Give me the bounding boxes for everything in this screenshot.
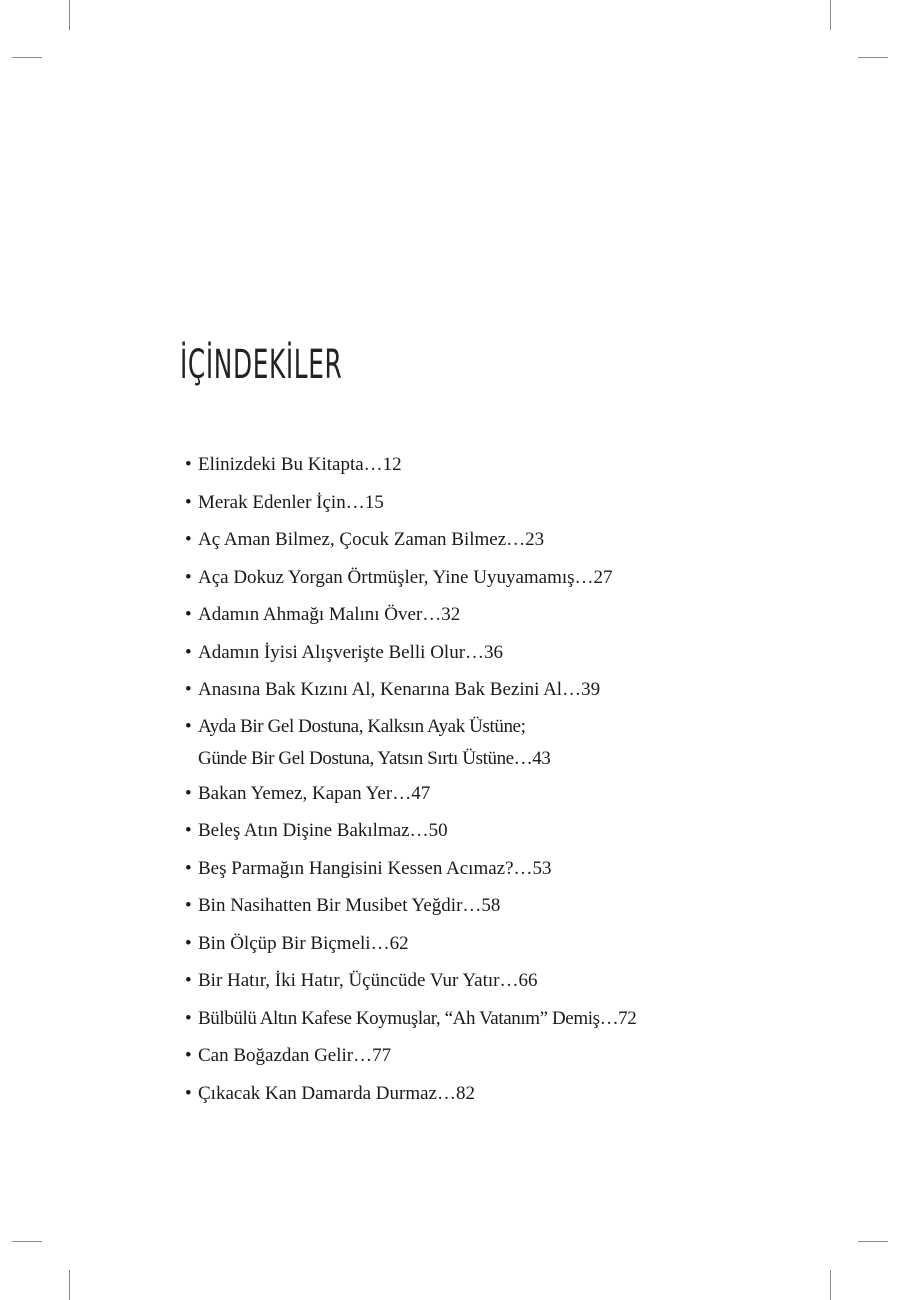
toc-entry [185, 1077, 825, 1111]
crop-mark-bottom-left [69, 1270, 70, 1300]
toc-entry [185, 927, 825, 961]
toc-entry-text: Adamın Ahmağı Malını Över…32 [198, 604, 461, 625]
toc-entry [185, 814, 825, 848]
crop-mark-top-right [830, 0, 831, 30]
toc-entry [185, 598, 825, 632]
toc-entry [185, 673, 825, 707]
bullet-icon: • [185, 857, 192, 879]
toc-entry [185, 523, 825, 557]
bullet-icon: • [185, 604, 192, 625]
toc-entry [185, 1039, 825, 1073]
toc-entry-text: Aça Dokuz Yorgan Örtmüşler, Yine Uyuyamamış…27 [198, 566, 613, 588]
toc-entry [185, 1002, 825, 1036]
toc-entry [185, 777, 825, 811]
toc-entry-text: Bakan Yemez, Kapan Yer…47 [198, 782, 431, 804]
bullet-icon: • [185, 782, 192, 804]
toc-entry-text: Elinizdeki Bu Kitapta…12 [198, 454, 402, 475]
toc-entry-text: Bülbülü Altın Kafese Koymuşlar, “Ah Vatanım” Demiş…72 [198, 1007, 637, 1029]
toc-entry-text: Beleş Atın Dişine Bakılmaz…50 [198, 820, 448, 841]
toc-entry-text: Ayda Bir Gel Dostuna, Kalksın Ayak Üstüne; Günde Bir Gel Dostuna, Yatsın Sırtı Üstüne…43 [198, 715, 551, 769]
crop-mark-top-left [69, 0, 70, 30]
toc-entry [185, 711, 825, 775]
bullet-icon: • [185, 679, 192, 700]
toc-entry [185, 561, 825, 595]
toc-entry [185, 448, 825, 482]
bullet-icon: • [185, 454, 192, 475]
bullet-icon: • [185, 529, 192, 550]
toc-entry-text: Bin Nasihatten Bir Musibet Yeğdir…58 [198, 895, 501, 916]
toc-entry [185, 889, 825, 923]
crop-mark-left-top [12, 57, 42, 58]
toc-entry-text: Aç Aman Bilmez, Çocuk Zaman Bilmez…23 [198, 529, 545, 550]
toc-entry-text: Bin Ölçüp Bir Biçmeli…62 [198, 932, 409, 954]
crop-mark-left-bottom [12, 1241, 42, 1242]
toc-entry-text: Adamın İyisi Alışverişte Belli Olur…36 [198, 641, 504, 663]
bullet-icon: • [185, 566, 192, 588]
toc-entry-text: Anasına Bak Kızını Al, Kenarına Bak Bezini Al…39 [198, 679, 601, 700]
toc-entry-text: Merak Edenler İçin…15 [198, 491, 384, 513]
table-of-contents [185, 448, 825, 1114]
bullet-icon: • [185, 1007, 192, 1029]
bullet-icon: • [185, 715, 192, 737]
toc-entry-text: Beş Parmağın Hangisini Kessen Acımaz?…53 [198, 857, 552, 879]
toc-entry [185, 852, 825, 886]
crop-mark-right-top [858, 57, 888, 58]
bullet-icon: • [185, 1082, 192, 1104]
bullet-icon: • [185, 641, 192, 663]
crop-mark-right-bottom [858, 1241, 888, 1242]
toc-entry-text: Can Boğazdan Gelir…77 [198, 1045, 392, 1066]
page-title: İÇİNDEKİLER [180, 342, 343, 388]
toc-entry-text: Çıkacak Kan Damarda Durmaz…82 [198, 1082, 475, 1104]
crop-mark-bottom-right [830, 1270, 831, 1300]
toc-entry-text: Bir Hatır, İki Hatır, Üçüncüde Vur Yatır…66 [198, 970, 538, 991]
toc-entry [185, 486, 825, 520]
toc-entry [185, 636, 825, 670]
bullet-icon: • [185, 970, 192, 991]
bullet-icon: • [185, 1045, 192, 1066]
bullet-icon: • [185, 820, 192, 841]
bullet-icon: • [185, 932, 192, 954]
bullet-icon: • [185, 491, 192, 513]
bullet-icon: • [185, 895, 192, 916]
toc-entry [185, 964, 825, 998]
